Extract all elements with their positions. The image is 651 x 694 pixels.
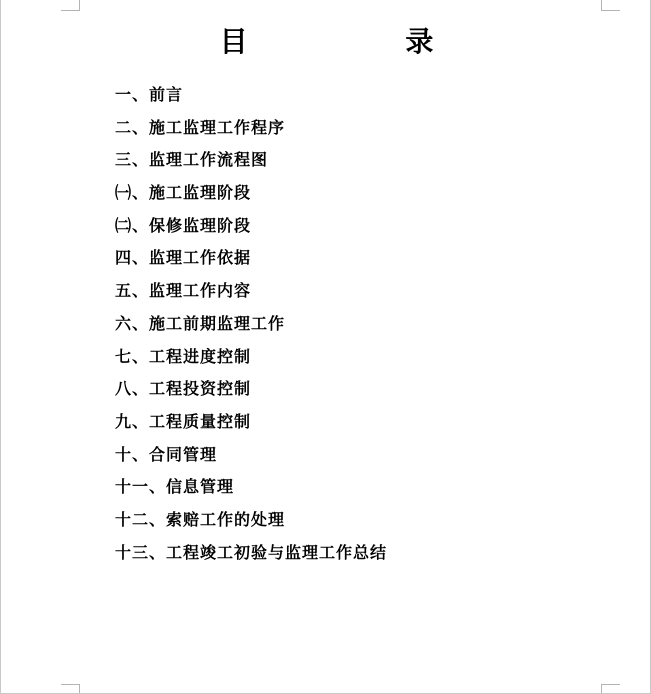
toc-item: ㈡、保修监理阶段 (115, 215, 252, 235)
page-corner-mark-bottom-left (61, 684, 80, 694)
toc-item: 九、工程质量控制 (115, 411, 252, 431)
toc-item: ㈠、施工监理阶段 (115, 183, 252, 203)
toc-item: 一、前言 (115, 85, 184, 104)
toc-title: 目 录 (219, 25, 508, 58)
toc-item: 十二、索赔工作的处理 (115, 509, 286, 529)
page-corner-mark-top-right (601, 0, 620, 11)
toc-item: 二、施工监理工作程序 (115, 117, 286, 137)
toc-item: 八、工程投资控制 (115, 379, 252, 399)
toc-item: 四、监理工作依据 (115, 248, 252, 268)
page-corner-mark-top-left (61, 0, 80, 11)
table-of-contents (115, 79, 387, 569)
toc-item: 十一、信息管理 (115, 477, 235, 497)
toc-item: 十三、工程竣工初验与监理工作总结 (115, 542, 388, 562)
toc-item: 五、监理工作内容 (115, 281, 252, 301)
toc-item: 十、合同管理 (115, 444, 218, 464)
toc-item: 三、监理工作流程图 (115, 150, 269, 170)
page-corner-mark-bottom-right (601, 684, 620, 694)
toc-item: 七、工程进度控制 (115, 346, 252, 366)
toc-item: 六、施工前期监理工作 (115, 313, 286, 333)
